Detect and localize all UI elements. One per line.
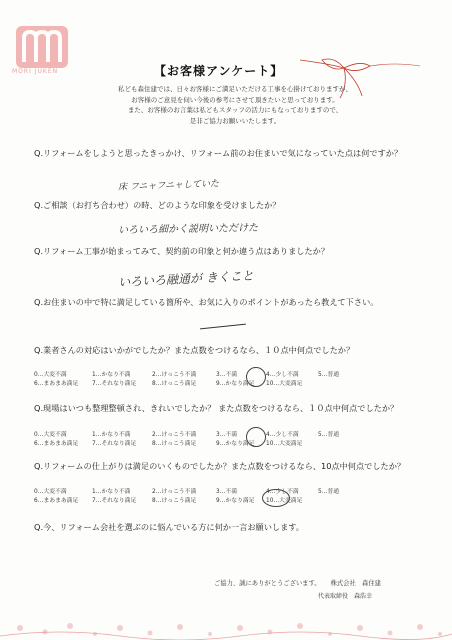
scale-option: 1…かなり不満 (92, 489, 131, 495)
scale-option: 0…大変不満 (34, 432, 67, 438)
logo-text: MORI JUKEN (12, 68, 59, 75)
rating-scale-1 (34, 369, 364, 387)
intro-line: お客様のご意見を伺い今後の参考にさせて頂きたいと思っております。 (131, 95, 339, 104)
company-name: 株式会社 森住建 (330, 580, 381, 587)
question-4: Q.お住まいの中で特に満足している箇所や、お気に入りのポイントがあったら教えて下さい。 (34, 297, 379, 307)
question-6: Q.現場はいつも整理整頓され、きれいでしたか？ また点数をつけるなら、１０点中何点でしたか？ (34, 403, 399, 413)
selected-rating-circle (262, 489, 290, 507)
scale-option: 6…まあまあ満足 (34, 381, 79, 387)
answer-1: 床 フニャフニャしていた (117, 179, 220, 193)
scale-option: 3…不満 (216, 372, 238, 378)
representative-name: 代表取締役 森浩幸 (318, 593, 373, 600)
question-1: Q.リフォームをしようと思ったきっかけ、リフォーム前のお住まいで気になっていた点は何ですか？ (34, 148, 403, 158)
scale-option: 2…けっこう不満 (152, 372, 197, 378)
scale-option: 3…不満 (216, 489, 238, 495)
question-7: Q.リフォームの仕上がりは満足のいくものでしたか？また点数をつけるなら、10点中何点でしたか？ (34, 461, 406, 471)
question-2: Q.ご相談（お打ち合わせ）の時、どのような印象を受けましたか？ (34, 200, 281, 210)
answer-2: いろいろ細かく説明いただけた (117, 222, 259, 237)
scale-option: 10…大変満足 (266, 381, 303, 387)
scale-option: 10…大変満足 (266, 441, 303, 447)
scale-option: 5…普通 (318, 432, 340, 438)
scale-option: 5…普通 (318, 372, 340, 378)
answer-4-stroke (200, 324, 246, 330)
thanks-text: ご協力、誠にありがとうございます。 (214, 580, 321, 587)
scale-row (34, 429, 364, 438)
scale-option: 1…かなり不満 (92, 432, 131, 438)
scale-option: 6…まあまあ満足 (34, 498, 79, 504)
survey-title: 【お客様アンケート】 (154, 64, 284, 78)
selected-rating-circle (246, 367, 266, 387)
scale-option: 4…少し不満 (266, 489, 299, 495)
scale-row (34, 378, 364, 387)
scale-option: 9…かなり満足 (216, 441, 255, 447)
scale-row (34, 486, 364, 495)
scale-option: 5…普通 (318, 489, 340, 495)
answer-3: いろいろ融通が きくこと (117, 268, 255, 290)
question-3: Q.リフォーム工事が始まってみて、契約前の印象と何か違う点はありましたか？ (34, 246, 330, 256)
scale-row (34, 369, 364, 378)
scale-option: 8…けっこう満足 (152, 381, 197, 387)
scale-option: 0…大変不満 (34, 489, 67, 495)
scale-option: 7…それなり満足 (92, 498, 137, 504)
question-5: Q.業者さんの対応はいかがでしたか？また点数をつけるなら、１０点中何点でしたか？ (34, 345, 355, 355)
scale-option: 2…けっこう不満 (152, 432, 197, 438)
scale-option: 0…大変不満 (34, 372, 67, 378)
intro-line: 是非ご協力お願いいたします。 (189, 116, 281, 125)
scale-option: 9…かなり満足 (216, 498, 255, 504)
floral-border-decoration (0, 600, 452, 640)
scale-option: 8…けっこう満足 (152, 441, 197, 447)
rating-scale-2 (34, 429, 364, 447)
scale-option: 3…不満 (216, 432, 238, 438)
scale-row (34, 495, 364, 504)
scale-option: 4…少し不満 (266, 432, 299, 438)
scale-option: 8…けっこう満足 (152, 498, 197, 504)
scale-option: 7…それなり満足 (92, 381, 137, 387)
scale-option: 7…それなり満足 (92, 441, 137, 447)
scale-option: 2…けっこう不満 (152, 489, 197, 495)
scale-option: 10…大変満足 (266, 498, 303, 504)
scale-option: 9…かなり満足 (216, 381, 255, 387)
scale-row (34, 438, 364, 447)
intro-line: 私ども森住建では、日々お客様にご満足いただける工事を心掛けておりますが、 (118, 85, 352, 93)
intro-text (70, 84, 400, 126)
footer-thanks (214, 578, 381, 587)
scale-option: 1…かなり不満 (92, 372, 131, 378)
scale-option: 4…少し不満 (266, 372, 299, 378)
rating-scale-3 (34, 486, 364, 504)
scale-option: 6…まあまあ満足 (34, 441, 79, 447)
selected-rating-circle (246, 427, 266, 447)
intro-line: また、お客様のお言葉は私どもスタッフの活力にもなっておりますので、 (127, 106, 343, 114)
question-8: Q.今、リフォーム会社を選ぶのに悩んでいる方に何か一言お願いします。 (34, 522, 304, 532)
